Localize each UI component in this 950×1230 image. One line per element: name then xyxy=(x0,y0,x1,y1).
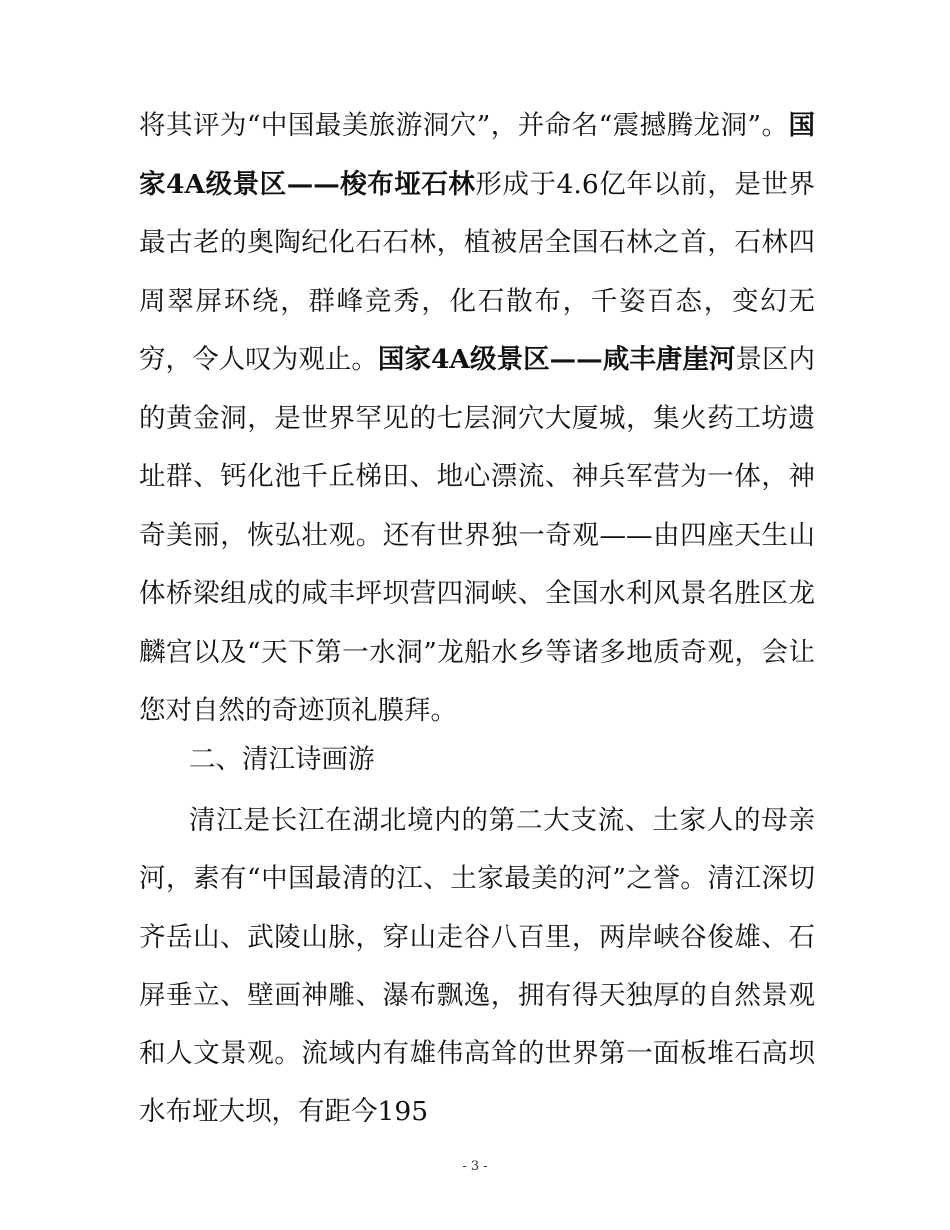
body-paragraph: 清江是长江在湖北境内的第二大支流、土家人的母亲河，素有“中国最清的江、土家最美的河”之誉。清江深切齐岳山、武陵山脉，穿山走谷八百里，两岸峡谷俊雄、石屏垂立、壁画神雕、瀑布飘逸，拥有得天独厚的自然景观和人文景观。流域内有雄伟高耸的世界第一面板堆石高坝水布垭大坝，有距今195 xyxy=(139,805,815,1128)
paragraph-text: 景区内的黄金洞，是世界罕见的七层洞穴大厦城，集火药工坊遗址群、钙化池千丘梯田、地心漂流、神兵军营为一体，神奇美丽，恢弘壮观。还有世界独一奇观——由四座天生山体桥梁组成的咸丰坪坝营四洞峡、全国水利风景名胜区龙麟宫以及“天下第一水洞”龙船水乡等诸多地质奇观，会让您对自然的奇迹顶礼膜拜。 xyxy=(139,344,816,726)
bold-scenic-area-title: 国家4A级景区——咸丰唐崖河 xyxy=(377,344,736,375)
bold-scenic-area-title: 国家4A级景区——梭布垭石林 xyxy=(139,110,815,200)
section-heading: 二、清江诗画游 xyxy=(189,744,375,775)
body-paragraph xyxy=(139,97,815,741)
paragraph-text: 形成于4.6亿年以前，是世界最古老的奥陶纪化石石林，植被居全国石林之首，石林四周翠屏环绕，群峰竞秀，化石散布，千姿百态，变幻无穷，令人叹为观止。 xyxy=(139,168,815,375)
paragraph-text: 将其评为“中国最美旅游洞穴”，并命名“震撼腾龙洞”。 xyxy=(139,110,789,141)
page-number: - 3 - xyxy=(462,1159,488,1174)
